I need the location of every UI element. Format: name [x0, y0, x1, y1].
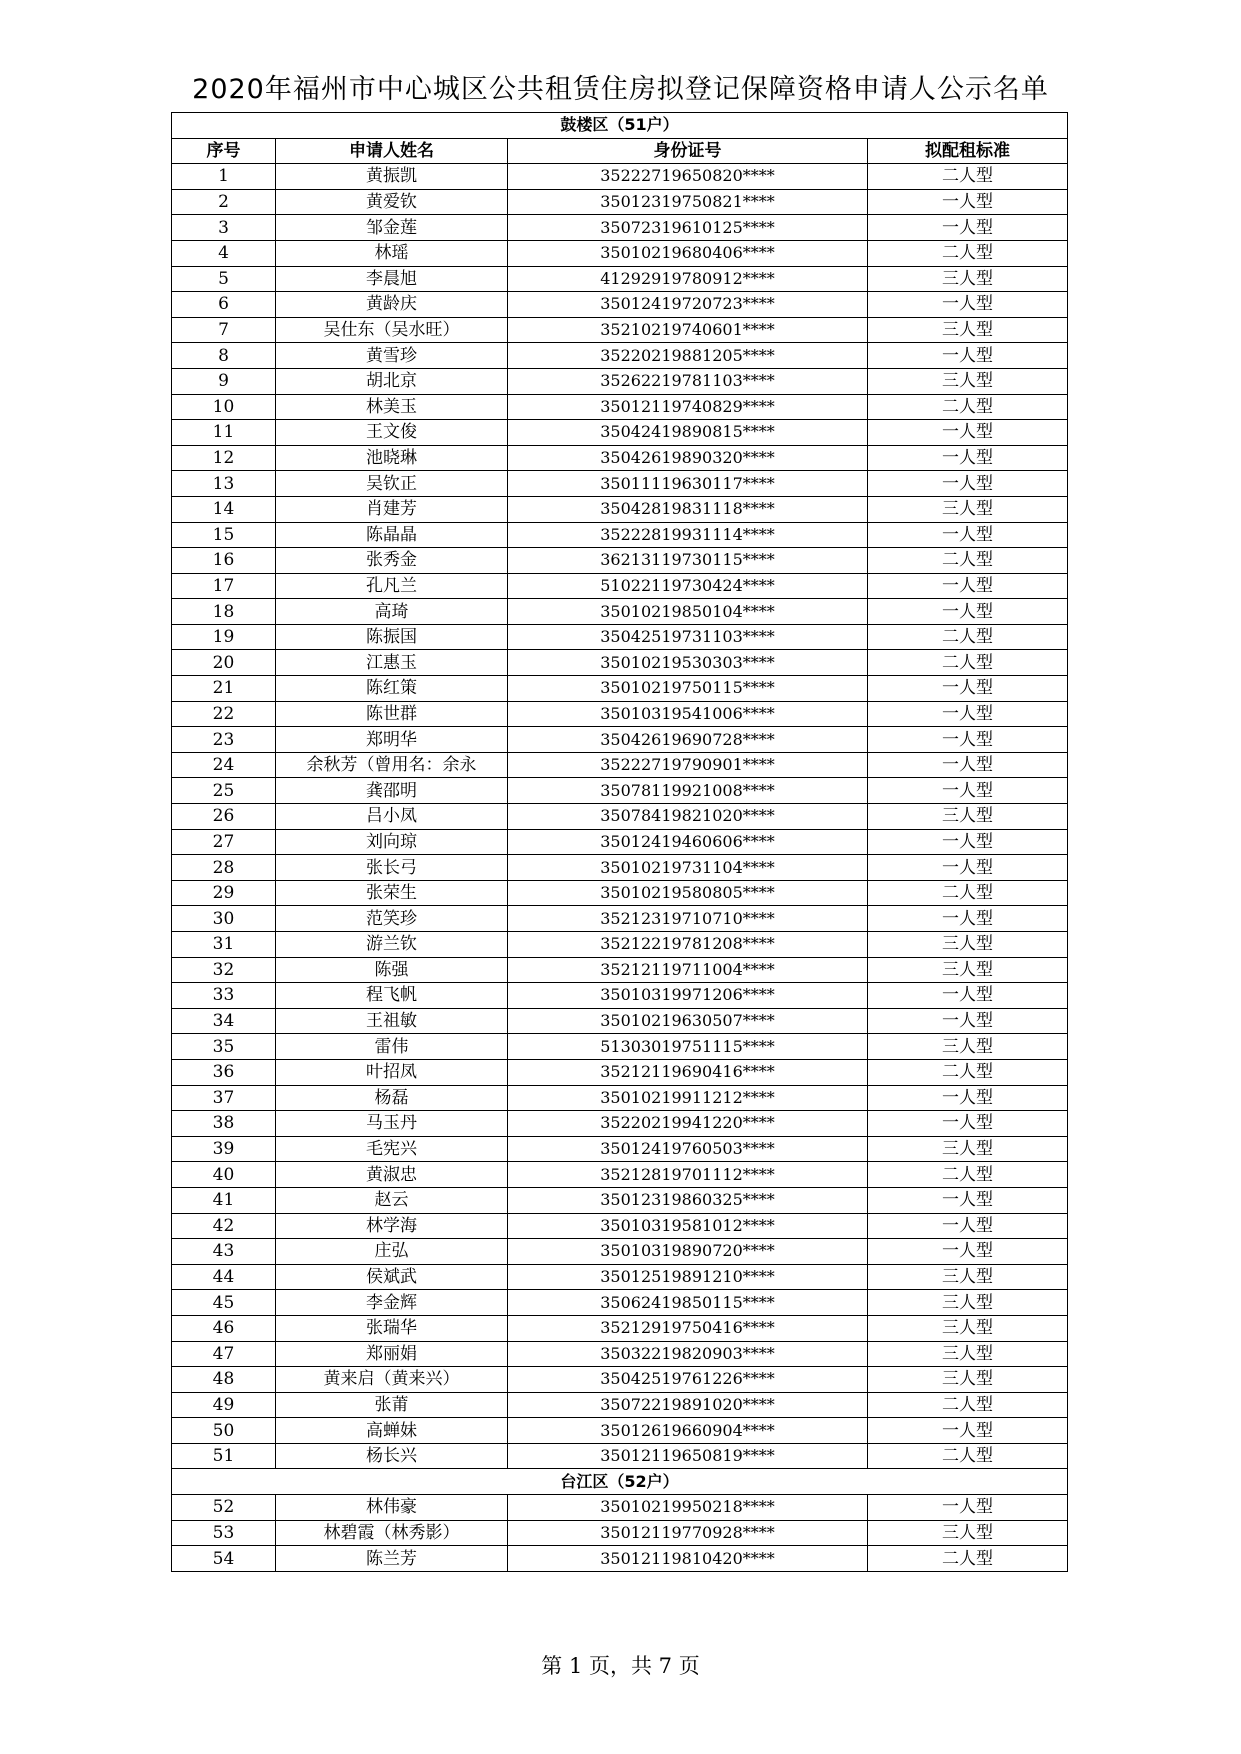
rent-standard-cell: 一人型: [868, 599, 1068, 625]
id-number-cell: 35212119690416****: [508, 1059, 868, 1085]
applicant-name-cell: 吕小凤: [276, 804, 508, 830]
table-row: [172, 215, 1068, 241]
rent-standard-cell: 二人型: [868, 240, 1068, 266]
serial-cell: 12: [172, 445, 276, 471]
serial-cell: 41: [172, 1187, 276, 1213]
applicant-name-cell: 李晨旭: [276, 266, 508, 292]
serial-cell: 23: [172, 727, 276, 753]
applicant-name-cell: 杨长兴: [276, 1443, 508, 1469]
applicant-name-cell: 范笑珍: [276, 906, 508, 932]
serial-cell: 49: [172, 1392, 276, 1418]
header-rent-standard: 拟配租标准: [868, 138, 1068, 164]
id-number-cell: 35010219850104****: [508, 599, 868, 625]
id-number-cell: 35042519761226****: [508, 1367, 868, 1393]
rent-standard-cell: 一人型: [868, 420, 1068, 446]
serial-cell: 15: [172, 522, 276, 548]
applicant-name-cell: 池晓琳: [276, 445, 508, 471]
id-number-cell: 35072319610125****: [508, 215, 868, 241]
serial-cell: 3: [172, 215, 276, 241]
rent-standard-cell: 三人型: [868, 1520, 1068, 1546]
id-number-cell: 35062419850115****: [508, 1290, 868, 1316]
rent-standard-cell: 三人型: [868, 932, 1068, 958]
rent-standard-cell: 一人型: [868, 573, 1068, 599]
table-row: [172, 727, 1068, 753]
id-number-cell: 35042419890815****: [508, 420, 868, 446]
table-row: [172, 804, 1068, 830]
id-number-cell: 35012519891210****: [508, 1264, 868, 1290]
rent-standard-cell: 一人型: [868, 727, 1068, 753]
applicant-name-cell: 林学海: [276, 1213, 508, 1239]
serial-cell: 45: [172, 1290, 276, 1316]
rent-standard-cell: 一人型: [868, 343, 1068, 369]
id-number-cell: 35010319971206****: [508, 983, 868, 1009]
applicant-name-cell: 陈红策: [276, 676, 508, 702]
rent-standard-cell: 一人型: [868, 1085, 1068, 1111]
rent-standard-cell: 一人型: [868, 471, 1068, 497]
rent-standard-cell: 三人型: [868, 1290, 1068, 1316]
serial-cell: 24: [172, 752, 276, 778]
table-row: [172, 343, 1068, 369]
table-row: [172, 676, 1068, 702]
applicant-name-cell: 郑丽娟: [276, 1341, 508, 1367]
serial-cell: 32: [172, 957, 276, 983]
table-row: [172, 1495, 1068, 1521]
table-row: [172, 829, 1068, 855]
rent-standard-cell: 二人型: [868, 1546, 1068, 1572]
applicant-name-cell: 吴仕东（吴水旺）: [276, 317, 508, 343]
table-row: [172, 855, 1068, 881]
serial-cell: 48: [172, 1367, 276, 1393]
rent-standard-cell: 二人型: [868, 1392, 1068, 1418]
id-number-cell: 35010219750115****: [508, 676, 868, 702]
rent-standard-cell: 二人型: [868, 880, 1068, 906]
applicant-name-cell: 马玉丹: [276, 1111, 508, 1137]
rent-standard-cell: 一人型: [868, 983, 1068, 1009]
table-row: [172, 471, 1068, 497]
applicant-name-cell: 程飞帆: [276, 983, 508, 1009]
rent-standard-cell: 一人型: [868, 1239, 1068, 1265]
rent-standard-cell: 一人型: [868, 829, 1068, 855]
id-number-cell: 35010219580805****: [508, 880, 868, 906]
serial-cell: 9: [172, 368, 276, 394]
district-name: 台江区（52户）: [172, 1469, 1068, 1495]
id-number-cell: 35012119810420****: [508, 1546, 868, 1572]
rent-standard-cell: 一人型: [868, 1111, 1068, 1137]
applicant-name-cell: 肖建芳: [276, 496, 508, 522]
table-row: [172, 496, 1068, 522]
column-header-row: [172, 138, 1068, 164]
serial-cell: 44: [172, 1264, 276, 1290]
serial-cell: 19: [172, 624, 276, 650]
id-number-cell: 41292919780912****: [508, 266, 868, 292]
serial-cell: 38: [172, 1111, 276, 1137]
rent-standard-cell: 一人型: [868, 906, 1068, 932]
applicant-name-cell: 游兰钦: [276, 932, 508, 958]
table-row: [172, 548, 1068, 574]
table-row: [172, 957, 1068, 983]
id-number-cell: 35012119740829****: [508, 394, 868, 420]
serial-cell: 2: [172, 189, 276, 215]
id-number-cell: 35042619890320****: [508, 445, 868, 471]
table-row: [172, 880, 1068, 906]
applicant-name-cell: 陈振国: [276, 624, 508, 650]
rent-standard-cell: 三人型: [868, 1264, 1068, 1290]
table-row: [172, 573, 1068, 599]
applicant-name-cell: 吴钦正: [276, 471, 508, 497]
table-row: [172, 1162, 1068, 1188]
applicant-name-cell: 黄爱钦: [276, 189, 508, 215]
id-number-cell: 35012319750821****: [508, 189, 868, 215]
rent-standard-cell: 一人型: [868, 189, 1068, 215]
id-number-cell: 35032219820903****: [508, 1341, 868, 1367]
serial-cell: 27: [172, 829, 276, 855]
id-number-cell: 35042619690728****: [508, 727, 868, 753]
table-row: [172, 983, 1068, 1009]
serial-cell: 31: [172, 932, 276, 958]
rent-standard-cell: 二人型: [868, 1059, 1068, 1085]
id-number-cell: 35222719650820****: [508, 164, 868, 190]
serial-cell: 22: [172, 701, 276, 727]
id-number-cell: 35212919750416****: [508, 1315, 868, 1341]
id-number-cell: 35010219630507****: [508, 1008, 868, 1034]
rent-standard-cell: 一人型: [868, 701, 1068, 727]
serial-cell: 18: [172, 599, 276, 625]
applicant-name-cell: 王祖敏: [276, 1008, 508, 1034]
table-row: [172, 522, 1068, 548]
applicant-name-cell: 林瑶: [276, 240, 508, 266]
table-row: [172, 445, 1068, 471]
rent-standard-cell: 三人型: [868, 1034, 1068, 1060]
table-row: [172, 164, 1068, 190]
id-number-cell: 51303019751115****: [508, 1034, 868, 1060]
applicant-name-cell: 赵云: [276, 1187, 508, 1213]
table-row: [172, 292, 1068, 318]
id-number-cell: 35212319710710****: [508, 906, 868, 932]
table-row: [172, 368, 1068, 394]
id-number-cell: 35220219881205****: [508, 343, 868, 369]
id-number-cell: 35011119630117****: [508, 471, 868, 497]
rent-standard-cell: 三人型: [868, 1341, 1068, 1367]
id-number-cell: 36213119730115****: [508, 548, 868, 574]
serial-cell: 29: [172, 880, 276, 906]
table-row: [172, 650, 1068, 676]
rent-standard-cell: 一人型: [868, 1008, 1068, 1034]
header-id-number: 身份证号: [508, 138, 868, 164]
applicant-name-cell: 张莆: [276, 1392, 508, 1418]
applicant-name-cell: 叶招凤: [276, 1059, 508, 1085]
serial-cell: 50: [172, 1418, 276, 1444]
id-number-cell: 35010319581012****: [508, 1213, 868, 1239]
applicant-name-cell: 黄来启（黄来兴）: [276, 1367, 508, 1393]
id-number-cell: 35012419760503****: [508, 1136, 868, 1162]
id-number-cell: 35042819831118****: [508, 496, 868, 522]
rent-standard-cell: 二人型: [868, 1443, 1068, 1469]
table-row: [172, 1341, 1068, 1367]
id-number-cell: 35012419460606****: [508, 829, 868, 855]
applicant-name-cell: 林碧霞（林秀影）: [276, 1520, 508, 1546]
applicant-name-cell: 邹金莲: [276, 215, 508, 241]
rent-standard-cell: 三人型: [868, 1136, 1068, 1162]
applicant-name-cell: 黄淑忠: [276, 1162, 508, 1188]
applicant-table: [171, 112, 1068, 1572]
table-row: [172, 1290, 1068, 1316]
id-number-cell: 35220219941220****: [508, 1111, 868, 1137]
applicant-name-cell: 张长弓: [276, 855, 508, 881]
rent-standard-cell: 二人型: [868, 1162, 1068, 1188]
applicant-name-cell: 王文俊: [276, 420, 508, 446]
applicant-name-cell: 庄弘: [276, 1239, 508, 1265]
applicant-name-cell: 余秋芳（曾用名：余永: [276, 752, 508, 778]
id-number-cell: 35010219731104****: [508, 855, 868, 881]
rent-standard-cell: 二人型: [868, 624, 1068, 650]
rent-standard-cell: 一人型: [868, 215, 1068, 241]
rent-standard-cell: 三人型: [868, 1315, 1068, 1341]
rent-standard-cell: 一人型: [868, 676, 1068, 702]
table-row: [172, 778, 1068, 804]
serial-cell: 16: [172, 548, 276, 574]
id-number-cell: 35012119770928****: [508, 1520, 868, 1546]
id-number-cell: 35212119711004****: [508, 957, 868, 983]
serial-cell: 42: [172, 1213, 276, 1239]
table-row: [172, 1085, 1068, 1111]
id-number-cell: 35010219680406****: [508, 240, 868, 266]
id-number-cell: 35078119921008****: [508, 778, 868, 804]
table-row: [172, 1546, 1068, 1572]
serial-cell: 54: [172, 1546, 276, 1572]
serial-cell: 6: [172, 292, 276, 318]
serial-cell: 46: [172, 1315, 276, 1341]
applicant-name-cell: 高琦: [276, 599, 508, 625]
table-row: [172, 1111, 1068, 1137]
serial-cell: 52: [172, 1495, 276, 1521]
table-row: [172, 1418, 1068, 1444]
id-number-cell: 35212219781208****: [508, 932, 868, 958]
table-row: [172, 394, 1068, 420]
applicant-name-cell: 黄振凯: [276, 164, 508, 190]
serial-cell: 34: [172, 1008, 276, 1034]
district-header-row: [172, 113, 1068, 139]
applicant-name-cell: 杨磊: [276, 1085, 508, 1111]
table-row: [172, 752, 1068, 778]
rent-standard-cell: 三人型: [868, 266, 1068, 292]
table-row: [172, 1367, 1068, 1393]
applicant-name-cell: 高蝉妹: [276, 1418, 508, 1444]
table-row: [172, 240, 1068, 266]
applicant-name-cell: 黄雪珍: [276, 343, 508, 369]
id-number-cell: 35012619660904****: [508, 1418, 868, 1444]
id-number-cell: 35012419720723****: [508, 292, 868, 318]
applicant-name-cell: 林美玉: [276, 394, 508, 420]
table-row: [172, 932, 1068, 958]
rent-standard-cell: 一人型: [868, 1187, 1068, 1213]
table-row: [172, 1264, 1068, 1290]
applicant-name-cell: 毛宪兴: [276, 1136, 508, 1162]
id-number-cell: 35262219781103****: [508, 368, 868, 394]
serial-cell: 39: [172, 1136, 276, 1162]
rent-standard-cell: 一人型: [868, 445, 1068, 471]
serial-cell: 53: [172, 1520, 276, 1546]
rent-standard-cell: 三人型: [868, 957, 1068, 983]
serial-cell: 28: [172, 855, 276, 881]
table-row: [172, 189, 1068, 215]
applicant-name-cell: 张瑞华: [276, 1315, 508, 1341]
page-footer: 第 1 页，共 7 页: [541, 1654, 700, 1678]
serial-cell: 8: [172, 343, 276, 369]
applicant-name-cell: 侯斌武: [276, 1264, 508, 1290]
serial-cell: 30: [172, 906, 276, 932]
serial-cell: 26: [172, 804, 276, 830]
table-row: [172, 624, 1068, 650]
table-row: [172, 1034, 1068, 1060]
applicant-name-cell: 江惠玉: [276, 650, 508, 676]
table-row: [172, 1136, 1068, 1162]
id-number-cell: 35012319860325****: [508, 1187, 868, 1213]
rent-standard-cell: 一人型: [868, 778, 1068, 804]
table-row: [172, 1239, 1068, 1265]
table-row: [172, 1443, 1068, 1469]
rent-standard-cell: 三人型: [868, 317, 1068, 343]
rent-standard-cell: 三人型: [868, 804, 1068, 830]
table-row: [172, 1315, 1068, 1341]
rent-standard-cell: 三人型: [868, 1367, 1068, 1393]
table-row: [172, 317, 1068, 343]
applicant-name-cell: 刘向琼: [276, 829, 508, 855]
table-row: [172, 1059, 1068, 1085]
rent-standard-cell: 一人型: [868, 292, 1068, 318]
serial-cell: 7: [172, 317, 276, 343]
applicant-name-cell: 黄龄庆: [276, 292, 508, 318]
rent-standard-cell: 二人型: [868, 548, 1068, 574]
applicant-name-cell: 陈晶晶: [276, 522, 508, 548]
applicant-name-cell: 孔凡兰: [276, 573, 508, 599]
id-number-cell: 35210219740601****: [508, 317, 868, 343]
table-row: [172, 1520, 1068, 1546]
applicant-name-cell: 张秀金: [276, 548, 508, 574]
serial-cell: 36: [172, 1059, 276, 1085]
table-row: [172, 1187, 1068, 1213]
rent-standard-cell: 二人型: [868, 650, 1068, 676]
id-number-cell: 35012119650819****: [508, 1443, 868, 1469]
id-number-cell: 35042519731103****: [508, 624, 868, 650]
applicant-name-cell: 李金辉: [276, 1290, 508, 1316]
rent-standard-cell: 一人型: [868, 752, 1068, 778]
rent-standard-cell: 一人型: [868, 522, 1068, 548]
serial-cell: 35: [172, 1034, 276, 1060]
serial-cell: 25: [172, 778, 276, 804]
serial-cell: 33: [172, 983, 276, 1009]
rent-standard-cell: 一人型: [868, 855, 1068, 881]
district-header-row: [172, 1469, 1068, 1495]
serial-cell: 47: [172, 1341, 276, 1367]
applicant-name-cell: 陈世群: [276, 701, 508, 727]
serial-cell: 1: [172, 164, 276, 190]
serial-cell: 5: [172, 266, 276, 292]
applicant-name-cell: 陈强: [276, 957, 508, 983]
serial-cell: 14: [172, 496, 276, 522]
table-row: [172, 420, 1068, 446]
table-row: [172, 701, 1068, 727]
rent-standard-cell: 一人型: [868, 1495, 1068, 1521]
applicant-name-cell: 龚邵明: [276, 778, 508, 804]
applicant-name-cell: 郑明华: [276, 727, 508, 753]
id-number-cell: 35010319890720****: [508, 1239, 868, 1265]
serial-cell: 10: [172, 394, 276, 420]
table-row: [172, 266, 1068, 292]
rent-standard-cell: 一人型: [868, 1213, 1068, 1239]
serial-cell: 43: [172, 1239, 276, 1265]
id-number-cell: 51022119730424****: [508, 573, 868, 599]
table-row: [172, 599, 1068, 625]
id-number-cell: 35222719790901****: [508, 752, 868, 778]
id-number-cell: 35078419821020****: [508, 804, 868, 830]
id-number-cell: 35072219891020****: [508, 1392, 868, 1418]
rent-standard-cell: 二人型: [868, 394, 1068, 420]
serial-cell: 4: [172, 240, 276, 266]
rent-standard-cell: 三人型: [868, 368, 1068, 394]
id-number-cell: 35010219911212****: [508, 1085, 868, 1111]
serial-cell: 21: [172, 676, 276, 702]
serial-cell: 13: [172, 471, 276, 497]
applicant-name-cell: 林伟豪: [276, 1495, 508, 1521]
serial-cell: 20: [172, 650, 276, 676]
id-number-cell: 35212819701112****: [508, 1162, 868, 1188]
serial-cell: 11: [172, 420, 276, 446]
id-number-cell: 35010219530303****: [508, 650, 868, 676]
rent-standard-cell: 二人型: [868, 164, 1068, 190]
table-row: [172, 1392, 1068, 1418]
rent-standard-cell: 三人型: [868, 496, 1068, 522]
serial-cell: 37: [172, 1085, 276, 1111]
id-number-cell: 35010219950218****: [508, 1495, 868, 1521]
table-row: [172, 1213, 1068, 1239]
district-name: 鼓楼区（51户）: [172, 113, 1068, 139]
header-serial: 序号: [172, 138, 276, 164]
serial-cell: 51: [172, 1443, 276, 1469]
table-row: [172, 1008, 1068, 1034]
applicant-name-cell: 雷伟: [276, 1034, 508, 1060]
applicant-name-cell: 胡北京: [276, 368, 508, 394]
rent-standard-cell: 一人型: [868, 1418, 1068, 1444]
id-number-cell: 35010319541006****: [508, 701, 868, 727]
page-title: 2020年福州市中心城区公共租赁住房拟登记保障资格申请人公示名单: [192, 74, 1049, 105]
applicant-name-cell: 张荣生: [276, 880, 508, 906]
serial-cell: 40: [172, 1162, 276, 1188]
serial-cell: 17: [172, 573, 276, 599]
applicant-name-cell: 陈兰芳: [276, 1546, 508, 1572]
id-number-cell: 35222819931114****: [508, 522, 868, 548]
header-name: 申请人姓名: [276, 138, 508, 164]
table-row: [172, 906, 1068, 932]
